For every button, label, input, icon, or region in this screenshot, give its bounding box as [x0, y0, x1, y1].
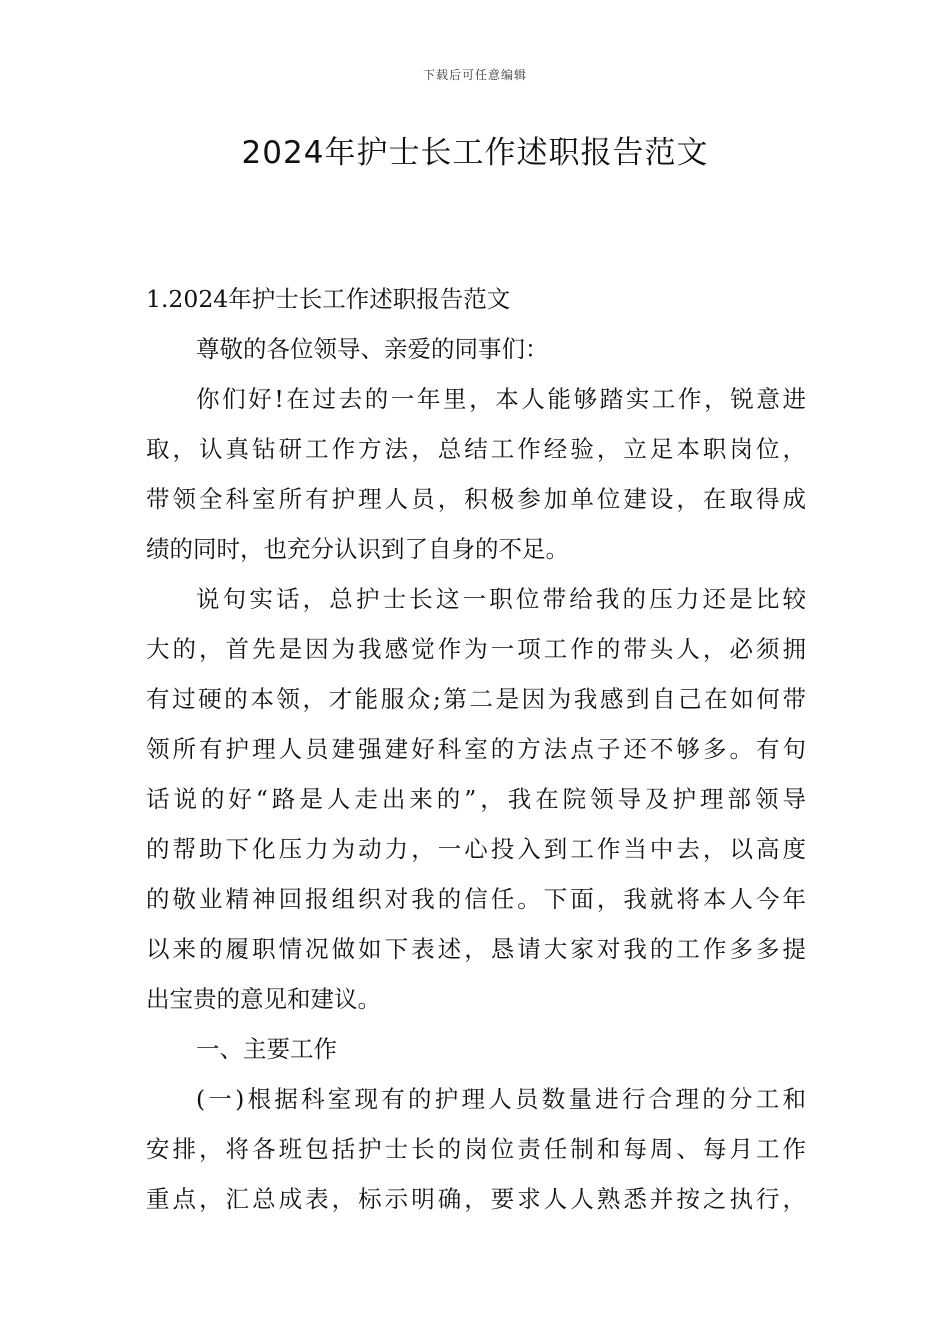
section-heading: 1.2024年护士长工作述职报告范文 — [146, 285, 511, 313]
paragraph-1-line-3: 带领全科室所有护理人员，积极参加单位建设，在取得成 — [146, 485, 806, 513]
paragraph-2-line-4: 领所有护理人员建强建好科室的方法点子还不够多。有句 — [146, 735, 806, 763]
paragraph-1-line-1: 你们好!在过去的一年里，本人能够踏实工作，锐意进 — [196, 385, 806, 413]
paragraph-2-line-5: 话说的好“路是人走出来的”，我在院领导及护理部领导 — [146, 785, 806, 813]
paragraph-2-line-3: 有过硬的本领，才能服众;第二是因为我感到自己在如何带 — [146, 685, 806, 713]
paragraph-2-line-8: 以来的履职情况做如下表述，恳请大家对我的工作多多提 — [146, 935, 806, 963]
paragraph-2-line-9: 出宝贵的意见和建议。 — [146, 985, 381, 1013]
paragraph-3-line-1: (一)根据科室现有的护理人员数量进行合理的分工和 — [196, 1085, 806, 1113]
paragraph-2-line-7: 的敬业精神回报组织对我的信任。下面，我就将本人今年 — [146, 885, 806, 913]
paragraph-1-line-2: 取，认真钻研工作方法，总结工作经验，立足本职岗位， — [146, 435, 806, 463]
subheading: 一、主要工作 — [196, 1035, 337, 1063]
paragraph-3-line-2: 安排，将各班包括护士长的岗位责任制和每周、每月工作 — [146, 1135, 806, 1163]
paragraph-2-line-2: 大的，首先是因为我感觉作为一项工作的带头人，必须拥 — [146, 635, 806, 663]
paragraph-1-line-4: 绩的同时，也充分认识到了自身的不足。 — [146, 535, 569, 563]
document-title: 2024年护士长工作述职报告范文 — [241, 135, 709, 171]
paragraph-2-line-6: 的帮助下化压力为动力，一心投入到工作当中去，以高度 — [146, 835, 806, 863]
paragraph-3-line-3: 重点，汇总成表，标示明确，要求人人熟悉并按之执行， — [146, 1185, 806, 1213]
header-note: 下载后可任意编辑 — [422, 68, 527, 82]
document-body — [146, 274, 806, 1224]
paragraph-2-line-1: 说句实话，总护士长这一职位带给我的压力还是比较 — [196, 585, 806, 613]
salutation: 尊敬的各位领导、亲爱的同事们： — [196, 335, 549, 363]
